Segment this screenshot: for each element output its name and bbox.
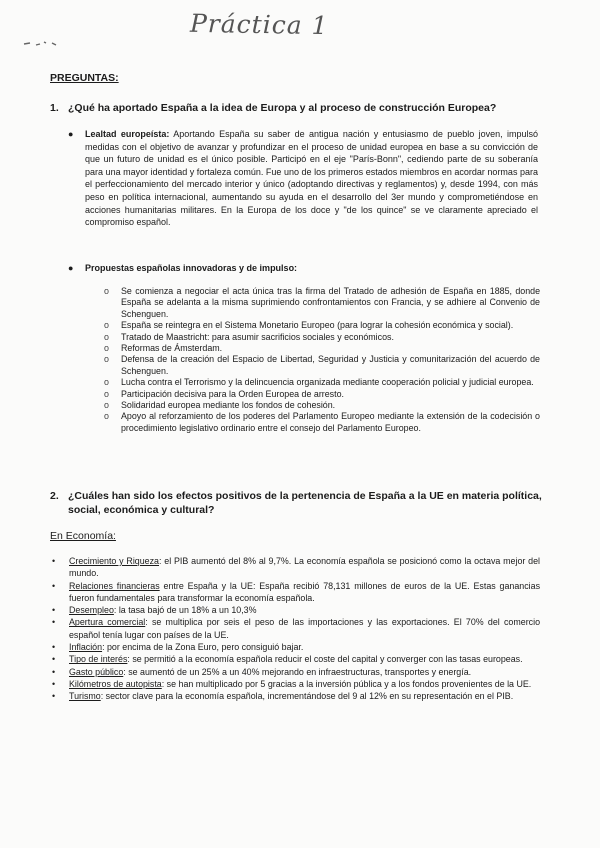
bullet-icon: ● [68, 129, 74, 139]
list-item: • Apertura comercial: se multiplica por seis el peso de las importaciones y las exportaciones. El 70% del comercio español tenía lugar con países de la UE. [52, 617, 540, 640]
list-item: o Solidaridad europea mediante los fondos de cohesión. [104, 400, 336, 411]
list-item: o Participación decisiva para la Orden Europea de arresto. [104, 388, 344, 399]
circle-bullet-icon: o [104, 377, 109, 388]
circle-bullet-icon: o [104, 354, 109, 365]
list-item: • Kilómetros de autopista: se han multiplicado por 5 gracias a la inversión pública y a los fondos provenientes de la UE. [52, 678, 532, 689]
circle-bullet-icon: o [104, 286, 109, 296]
handwritten-title: Práctica 1 [189, 8, 329, 41]
questions-heading: PREGUNTAS: [50, 72, 119, 84]
circle-bullet-icon: o [104, 400, 109, 411]
bullet-icon: ● [68, 263, 74, 273]
question-2-text: ¿Cuáles han sido los efectos positivos de la pertenencia de España a la UE en materia política, social, económica y cultural? [68, 490, 542, 516]
list-item: • Desempleo: la tasa bajó de un 18% a un 10,3% [52, 605, 257, 616]
list-item: • Gasto público: se aumentó de un 25% a un 40% mejorando en infraestructuras, transportes y energía. [52, 666, 472, 677]
question-2-number: 2. [50, 490, 59, 502]
bullet-icon: • [52, 580, 56, 591]
list-item: • Tipo de interés: se permitió a la economía española reducir el coste del capital y converger con las tasas europeas. [52, 654, 523, 665]
list-item: o Lucha contra el Terrorismo y la delincuencia organizada mediante cooperación policial y judicial europea. [104, 377, 534, 388]
bullet-propuestas [68, 262, 538, 275]
list-item: o Apoyo al reforzamiento de los poderes del Parlamento Europeo mediante la extensión de la codecisión o procedimiento legislativo ordinario entre el consejo del Parlamento Europeo. [104, 411, 540, 433]
list-item: o Defensa de la creación del Espacio de Libertad, Seguridad y Justicia y comunitarización del acuerdo de Schenguen. [104, 354, 540, 376]
bullet-icon: • [52, 691, 56, 702]
question-2 [50, 489, 568, 517]
bullet-icon: • [52, 654, 56, 665]
bullet-icon: • [52, 556, 56, 566]
circle-bullet-icon: o [104, 331, 109, 342]
pen-mark-icon [22, 38, 62, 50]
bullet-icon: • [52, 642, 56, 653]
question-1-number: 1. [50, 102, 59, 114]
bullet-icon: • [52, 605, 56, 616]
question-1-text: ¿Qué ha aportado España a la idea de Europa y al proceso de construcción Europea? [68, 102, 497, 114]
bullet-lealtad-term: Lealtad europeísta: [85, 129, 170, 139]
list-item: o Reformas de Ámsterdam. [104, 343, 223, 354]
list-item: o Se comienza a negociar el acta única tras la firma del Tratado de adhesión de España en 1885, donde España se adelanta a la misma suprimiendo confrontamientos con Francia, y se adhiere al Convenio de Schenguen. [104, 286, 540, 319]
economy-list [52, 555, 540, 703]
list-item: o Tratado de Maastricht: para asumir sacrificios sociales y económicos. [104, 331, 394, 342]
circle-bullet-icon: o [104, 411, 109, 422]
circle-bullet-icon: o [104, 388, 109, 399]
bullet-icon: • [52, 678, 56, 689]
bullet-lealtad-text: Aportando España su saber de antigua nación y entusiasmo de pueblo joven, impulsó medidas con el objetivo de avanzar y profundizar en el proceso de unidad europea en base a su convicción de que un futuro de unidad es el único posible. Participó en el eje "París-Bonn", cediendo parte de su soberanía para una mayor identidad y fortaleza común. Fue uno de los primeros estados miembros en acordar normas para el perfeccionamiento del mercado interior y único (adoptando directivas y reglamentos) y, desde 1994, con más peso en política internacional, aumentando su ayuda en el desarrollo del 3er mundo y comprometiéndose en acciones humanitarias militares. En la Europa de los doce y "de los quince" se ve claramente apreciado el compromiso español. [85, 129, 538, 228]
bullet-propuestas-term: Propuestas españolas innovadoras y de impulso: [85, 263, 298, 273]
list-item: • Inflación: por encima de la Zona Euro, pero consiguió bajar. [52, 642, 304, 653]
list-item: • Turismo: sector clave para la economía española, incrementándose del 9 al 12% en su representación en el PIB. [52, 691, 514, 702]
circle-bullet-icon: o [104, 320, 109, 331]
question-1 [50, 101, 568, 115]
proposals-list [104, 286, 540, 434]
bullet-lealtad [68, 128, 538, 229]
bullet-icon: • [52, 617, 56, 628]
list-item: o España se reintegra en el Sistema Monetario Europeo (para lograr la cohesión económica y social). [104, 320, 514, 331]
circle-bullet-icon: o [104, 343, 109, 354]
list-item: • Relaciones financieras entre España y la UE: España recibió 78,131 millones de euros de la UE. Estas ganancias fueron fundamentales para transformar la economía española. [52, 580, 541, 603]
list-item: • Crecimiento y Riqueza: el PIB aumentó del 8% al 9,7%. La economía española se posicionó como la octava mejor del mundo. [52, 556, 540, 579]
bullet-icon: • [52, 666, 56, 677]
economy-heading: En Economía: [50, 530, 116, 542]
